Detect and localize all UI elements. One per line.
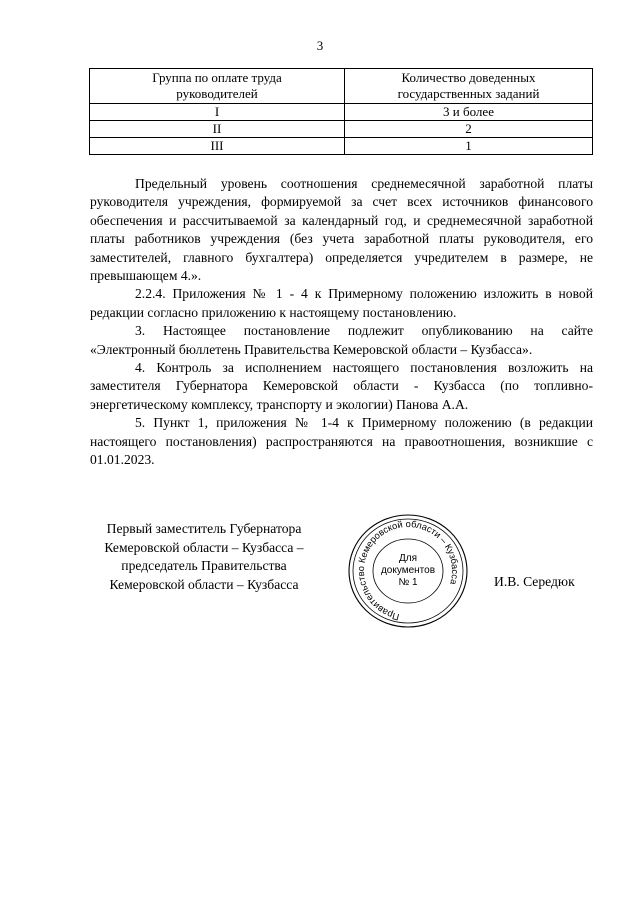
stamp-center-line: Для (398, 553, 418, 564)
paragraph: 2.2.4. Приложения № 1 - 4 к Примерному положению изложить в новой редакции согласно приложению к настоящему постановлению. (90, 286, 593, 320)
table-cell: 3 и более (345, 104, 593, 121)
table-header-cell: Группа по оплате труда руководителей (90, 69, 345, 104)
table-cell: III (90, 138, 345, 155)
pay-group-table (89, 68, 593, 155)
paragraph: 5. Пункт 1, приложения № 1-4 к Примерному положению (в редакции настоящего постановления) распространяются на правоотношения, возникшие с 01.01.2023. (90, 415, 593, 468)
paragraph: 4. Контроль за исполнением настоящего постановления возложить на заместителя Губернатора Кемеровской области - Кузбасса (по топливно-энергетическому комплексу, транспорту и экологии) Панова А.А. (90, 360, 593, 412)
official-stamp (345, 512, 471, 630)
table-row (90, 104, 593, 121)
table-cell: 2 (345, 121, 593, 138)
signer-name: И.В. Середюк (494, 574, 575, 589)
stamp-center-line: № 1 (398, 577, 418, 588)
document-body (90, 175, 593, 470)
table-cell: I (90, 104, 345, 121)
signer-title-line: Кемеровской области – Кузбасса – (104, 539, 304, 555)
table-row (90, 138, 593, 155)
table-row (90, 121, 593, 138)
signer-title (84, 520, 324, 594)
signer-title-line: Первый заместитель Губернатора (106, 521, 302, 536)
paragraph: 3. Настоящее постановление подлежит опубликованию на сайте «Электронный бюллетень Правительства Кемеровской области – Кузбасса». (90, 323, 593, 357)
page-number: 3 (316, 38, 324, 53)
signer-title-line: председатель Правительства (121, 558, 287, 573)
stamp-center-line: документов (380, 565, 436, 576)
stamp-ring-text: Правительство Кемеровской области – Кузбасса (355, 518, 461, 623)
table-header-row (90, 69, 593, 104)
table-cell: 1 (345, 138, 593, 155)
paragraph: Предельный уровень соотношения среднемесячной заработной платы руководителя учреждения, формируемой за счет всех источников финансового обеспечения и рассчитываемой за календарный год, и среднемесячной заработной платы работников учреждения (без учета заработной платы руководителя, его заместителей, главного бухгалтера) определяется учредителем в размере, не превышающем 4.». (90, 176, 593, 284)
table-cell: II (90, 121, 345, 138)
table-header-cell: Количество доведенных государственных заданий (345, 69, 593, 104)
signer-title-line: Кемеровской области – Кузбасса (109, 576, 299, 592)
